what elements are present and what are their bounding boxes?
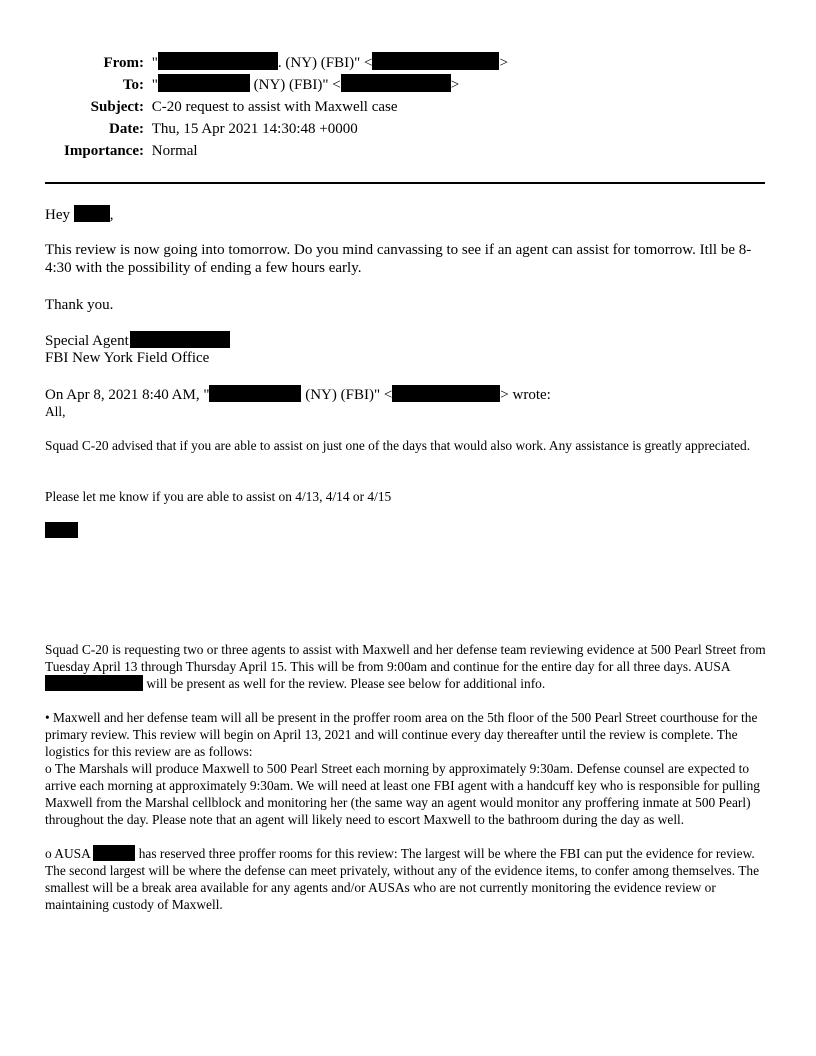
quoted-paragraph-3-end: will be present as well for the review. Please see below for additional info. bbox=[143, 676, 546, 691]
greeting-comma: , bbox=[109, 207, 114, 223]
quoted-salutation: All, bbox=[45, 404, 66, 419]
quoted-paragraph-2: Please let me know if you are able to assist on 4/13, 4/14 or 4/15 bbox=[45, 489, 392, 504]
quoted-paragraph-3 bbox=[45, 641, 775, 692]
subject-value: C-20 request to assist with Maxwell case bbox=[151, 99, 398, 115]
thanks-line: Thank you. bbox=[45, 297, 114, 313]
redaction-from-name bbox=[158, 52, 278, 70]
redaction-greeting-name bbox=[74, 205, 110, 222]
quoted-attribution bbox=[45, 385, 770, 404]
date-label: Date: bbox=[109, 121, 144, 137]
bullet-item: • Maxwell and her defense team will all be present in the proffer room area on the 5th floor of the 500 Pearl Street courthouse for the primary review. This review will begin on April 13, 2021 and will continue every day thereafter until the review is complete. The logistics for this review are as follows: bbox=[45, 710, 758, 759]
redaction-quoted-email bbox=[392, 385, 500, 402]
subject-row bbox=[0, 96, 398, 118]
redaction-to-email bbox=[341, 74, 451, 92]
to-close: > bbox=[450, 77, 460, 93]
importance-label: Importance: bbox=[64, 143, 144, 159]
to-open-quote: " bbox=[151, 77, 158, 93]
quoted-paragraph-1: Squad C-20 advised that if you are able to assist on just one of the days that would also work. Any assistance is greatly appreciated. bbox=[45, 438, 751, 453]
sub-item-2-end: has reserved three proffer rooms for this review: The largest will be where the FBI can put the evidence for review. The second largest will be where the defense can meet privately, without any of the evidence items, to confer among themselves. The smallest will be a break area available for any agents and/or AUSAs who are not currently monitoring the evidence review or maintaining custody of Maxwell. bbox=[45, 846, 760, 912]
importance-row bbox=[0, 140, 198, 162]
header-divider bbox=[45, 182, 765, 184]
signature-office: FBI New York Field Office bbox=[45, 350, 210, 366]
sub-item-marshals: o The Marshals will produce Maxwell to 500 Pearl Street each morning by approximately 9:30am. Defense counsel are expected to arrive each morning at approximately 9:30am. We will need at least one FBI agent with a handcuff key who is responsible for pulling Maxwell from the Marshal cellblock and monitoring her (the same way an agent would monitor any proffering inmate at 500 Pearl) throughout the day. Please note that an agent will likely need to escort Maxwell to the bathroom during the day as well. bbox=[45, 761, 761, 827]
redaction-ausa-name-2 bbox=[93, 845, 135, 861]
signature-title bbox=[45, 331, 770, 350]
to-label: To: bbox=[122, 77, 144, 93]
signature-title-text: Special Agent bbox=[45, 333, 129, 349]
subject-label: Subject: bbox=[90, 99, 144, 115]
from-label: From: bbox=[103, 55, 144, 71]
redaction-from-email bbox=[372, 52, 499, 70]
redaction-quoted-signature bbox=[45, 522, 78, 538]
redaction-ausa-name bbox=[45, 675, 143, 691]
redaction-to-name bbox=[158, 74, 250, 92]
to-row bbox=[0, 74, 459, 96]
quoted-suffix: > wrote: bbox=[500, 387, 551, 403]
date-row bbox=[0, 118, 358, 140]
from-row bbox=[0, 52, 508, 74]
from-open-quote: " bbox=[151, 55, 158, 71]
greeting-text: Hey bbox=[45, 207, 70, 223]
from-affiliation: . (NY) (FBI)" < bbox=[277, 55, 373, 71]
redaction-signature-name bbox=[130, 331, 230, 348]
sub-item-proffer-rooms bbox=[45, 845, 775, 913]
date-value: Thu, 15 Apr 2021 14:30:48 +0000 bbox=[151, 121, 358, 137]
greeting bbox=[45, 205, 770, 224]
importance-value: Normal bbox=[151, 143, 198, 159]
quoted-prefix: On Apr 8, 2021 8:40 AM, " bbox=[45, 387, 210, 403]
quoted-affiliation: (NY) (FBI)" < bbox=[301, 387, 393, 403]
redaction-quoted-name bbox=[209, 385, 301, 402]
quoted-paragraph-3-start: Squad C-20 is requesting two or three agents to assist with Maxwell and her defense team reviewing evidence at 500 Pearl Street from Tuesday April 13 through Thursday April 15. This will be from 9:00am and continue for the entire day for all three days. AUSA bbox=[45, 642, 766, 674]
to-affiliation: (NY) (FBI)" < bbox=[249, 77, 341, 93]
from-close: > bbox=[499, 55, 508, 71]
body-paragraph: This review is now going into tomorrow. Do you mind canvassing to see if an agent can assist for tomorrow. Itll be 8-4:30 with the possibility of ending a few hours early. bbox=[45, 242, 752, 276]
sub-item-2-start: o AUSA bbox=[45, 846, 91, 861]
